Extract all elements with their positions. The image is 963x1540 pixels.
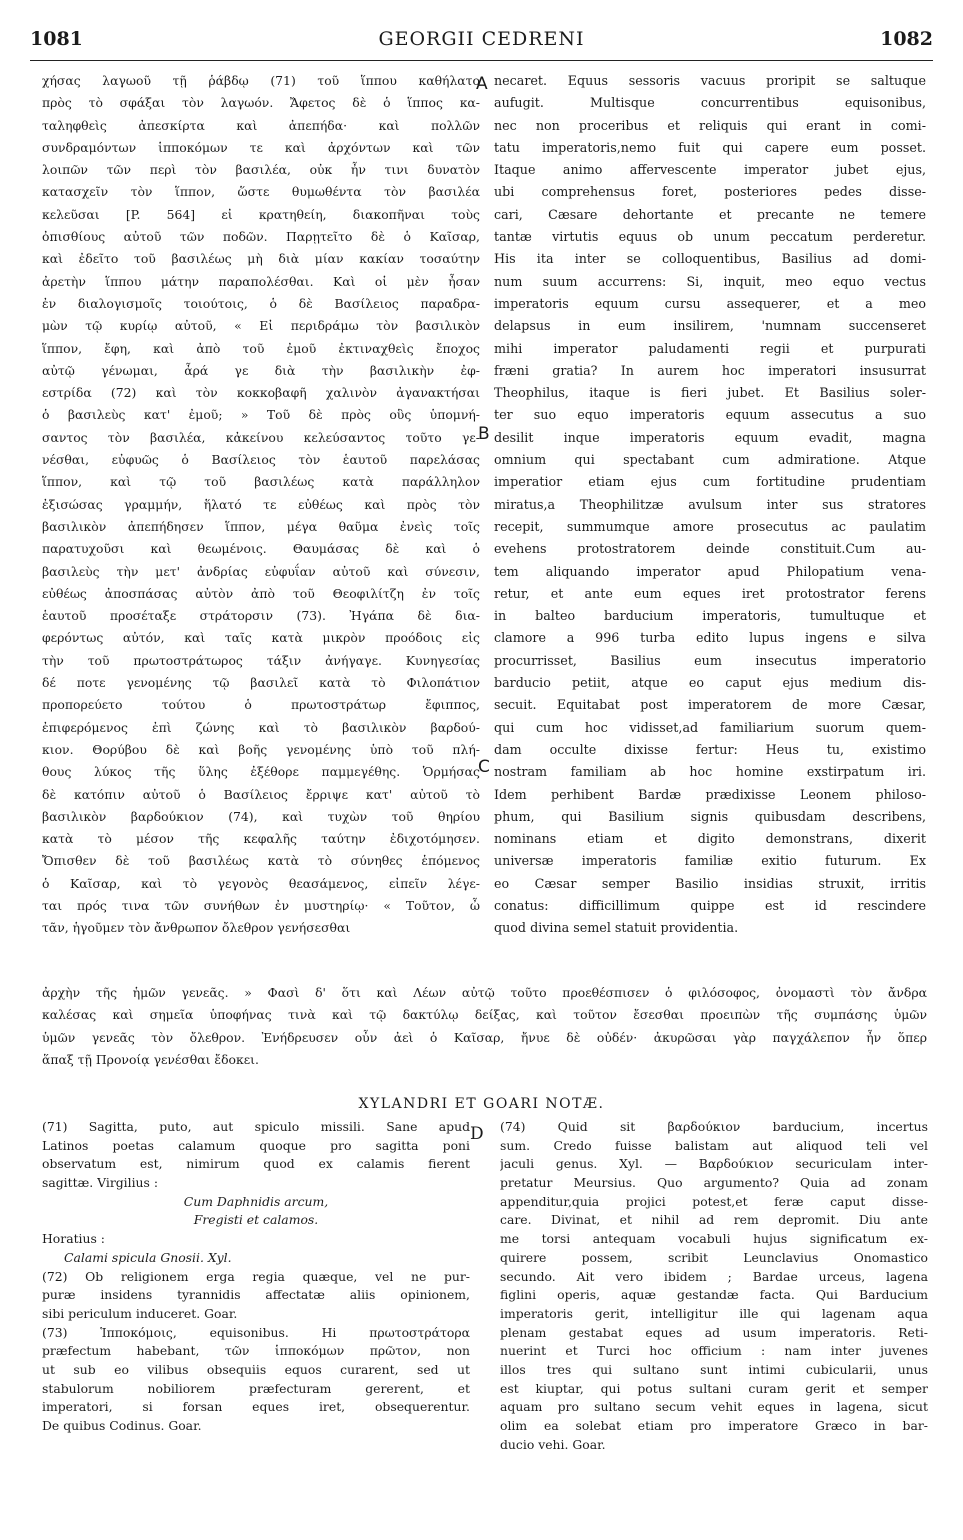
note-line: observatum est, nimirum quod ex calamis fierent <box>42 1156 470 1172</box>
greek-text-line: πρὸς τὸ σφάξαι τὸν λαγωόν. Ἄφετος δὲ ὁ ἵππος κα- <box>42 95 480 111</box>
note-line: est kiuptar, qui potus sultani curam gerit et semper <box>500 1380 928 1396</box>
note-line: figlini operis, aquæ gestandæ facta. Qui Barducium <box>500 1287 928 1303</box>
note-line: ducio vehi. Goar. <box>500 1436 606 1452</box>
greek-text-line: προπορεύετο τούτου ὁ πρωτοστράτωρ ἔφιππος, <box>42 697 480 713</box>
greek-text-line: κατασχεῖν τὸν ἵππον, ὥστε θυμωθέντα τὸν βασιλέα <box>42 184 480 200</box>
greek-text-line: ται πρός τινα τῶν συνήθων ἐν μυστηρίῳ· « Τοῦτον, ὦ <box>42 897 480 913</box>
latin-text-line: num suum accurrens: Si, inquit, meo equo vectus <box>494 273 926 289</box>
note-line: Cum Daphnidis arcum, <box>183 1193 329 1209</box>
note-line: sagittæ. Virgilius : <box>42 1175 159 1191</box>
greek-text-line: αὐτῷ γένωμαι, ἆρά γε διὰ τὴν βασιλικὴν ἐφ- <box>42 362 480 378</box>
note-line: jaculi genus. Xyl. — Βαρδούκιον securiculam inter- <box>500 1156 928 1172</box>
running-title: GEORGII CEDRENI <box>378 28 585 50</box>
latin-text-line: mihi imperator paludamenti regii et purpurati <box>494 340 926 356</box>
greek-text-line: εὐθέως ἀποσπάσας αὐτὸν ἀπὸ τοῦ Θεοφιλίτζη ἐν τοῖς <box>42 585 480 601</box>
greek-text-line: λοιπῶν τῶν περὶ τὸν βασιλέα, οὐκ ἦν τινι δυνατὸν <box>42 162 480 178</box>
note-line: Horatius : <box>42 1231 105 1247</box>
latin-text-line: barducio petiit, atque eo caput ejus medium dis- <box>494 675 926 691</box>
greek-text-line: καὶ ἐδεῖτο τοῦ βασιλέως μὴ διὰ μίαν κακίαν τοσαύτην <box>42 251 480 267</box>
page-header <box>30 28 933 54</box>
greek-text-line: τᾶν, ἡγοῦμεν τὸν ἄνθρωπον ὄλεθρον γενήσεσθαι <box>42 920 351 936</box>
latin-text-line: qui cum hoc vidisset,ad familiarium suorum quem- <box>494 719 926 735</box>
latin-text-line: nominans etiam et digito demonstrans, dixerit <box>494 831 926 847</box>
note-line: (72) Ob religionem erga regia quæque, vel ne pur- <box>42 1268 470 1284</box>
latin-text-line: clamore a 996 turba edito lupus ingens e silva <box>494 630 926 646</box>
latin-text-line: cari, Cæsare dehortante et precante ne temere <box>494 206 926 222</box>
greek-text-line: βασιλικὸν ἀπεπήδησεν ἵππον, μέγα θαῦμα ἐνεὶς τοῖς <box>42 518 480 534</box>
latin-text-line: omnium qui spectabant cum admiratione. Atque <box>494 452 926 468</box>
section-marker-a: A <box>476 74 488 94</box>
greek-text-line: κατὰ τὸ μέσον τῆς κεφαλῆς ταύτην ἐδιχοτόμησεν. <box>42 831 480 847</box>
note-line: me torsi antequam vocabuli hujus significatum ex- <box>500 1231 928 1247</box>
latin-text-line: tatu imperatoris,nemo fuit qui capere eum posset. <box>494 139 926 155</box>
greek-text-line: ὀπισθίους αὐτοῦ τῶν ποδῶν. Παρῃτεῖτο δὲ ὁ Καῖσαρ, <box>42 229 480 245</box>
note-line: pretatur Meursius. Quo argumento? Quia ad zonam <box>500 1175 928 1191</box>
latin-text-line: phum, qui Basilium signis quibusdam describens, <box>494 808 926 824</box>
latin-text-line: quod divina semel statuit providentia. <box>494 920 739 936</box>
greek-text-line: ταληφθεὶς ἀπεσκίρτα καὶ ἀπεπήδα· καὶ πολλῶν <box>42 117 480 133</box>
latin-text-line: necaret. Equus sessoris vacuus proripit se saltuque <box>494 73 926 88</box>
greek-full-line: ἀρχὴν τῆς ἡμῶν γενεᾶς. » Φασὶ δ' ὅτι καὶ Λέων αὐτῷ τοῦτο προεθέσπισεν ὁ φιλόσοφος, ὀνομαστὶ τὸν ἄνδρα <box>42 985 927 1000</box>
latin-text-line: desilit inque imperatoris equum evadit, magna <box>494 429 926 445</box>
latin-text-column <box>494 70 926 940</box>
note-line: plenam gestabat eques ad usum imperatoris. Reti- <box>500 1324 928 1340</box>
latin-text-line: eo Cæsar semper Basilio insidias struxit, irritis <box>494 875 926 891</box>
latin-text-line: fræni gratia? In aurem hoc imperatori insusurrat <box>494 362 926 378</box>
greek-text-line: ἐξισώσας γραμμήν, ἥλατό τε εὐθέως καὶ πρὸς τὸν <box>42 496 480 512</box>
notes-right-column <box>500 1118 928 1454</box>
note-line: Calami spicula Gnosii. Xyl. <box>64 1249 232 1265</box>
latin-text-line: miratus,a Theophilitzæ avulsum inter sus stratores <box>494 496 926 512</box>
greek-text-line: παρατυχοῦσι καὶ θεωμένοις. Θαυμάσας δὲ καὶ ὁ <box>42 541 480 557</box>
latin-text-line: tem aliquando imperator apud Philopatium vena- <box>494 563 926 579</box>
latin-text-line: ter suo equo imperatoris equum assecutus a suo <box>494 407 926 423</box>
latin-text-line: in balteo barducium imperatoris, tumultuque et <box>494 608 926 624</box>
greek-text-line: βασιλεὺς τὴν μετ' ἀνδρίας εὐφυΐαν αὐτοῦ καὶ σύνεσιν, <box>42 563 480 579</box>
greek-text-line: κελεῦσαι [P. 564] εἰ κρατηθείη, διακοπῆναι τοὺς <box>42 206 480 222</box>
notes-title: XYLANDRI ET GOARI NOTÆ. <box>358 1096 605 1112</box>
latin-text-line: tantæ virtutis equus ob unum peccatum perderetur. <box>494 229 926 245</box>
greek-full-line: καλέσας καὶ σημεῖα ὑποφήνας τινὰ καὶ τῷ δακτύλῳ δείξας, καὶ τοῦτον ἔσεσθαι προειπὼν τῆς συμπάσης ὑμῶν <box>42 1007 927 1023</box>
greek-text-line: ἀρετὴν ἵππου μάτην παραπολέσθαι. Καὶ οἱ μὲν ἦσαν <box>42 273 480 289</box>
greek-text-line: τὴν τοῦ πρωτοστράτωρος τάξιν ἀνήγαγε. Κυνηγεσίας <box>42 652 480 668</box>
greek-text-line: Ὄπισθεν δὲ τοῦ βασιλέως κατὰ τὸ σύνηθες ἑπόμενος <box>42 853 480 869</box>
section-marker-b: B <box>478 424 490 444</box>
note-line: (74) Quid sit βαρδούκιον barducium, incertus <box>500 1119 928 1134</box>
latin-text-line: Itaque animo affervescente imperator jubet ejus, <box>494 162 926 178</box>
note-line: sum. Credo fuisse balistam aut aliquod teli vel <box>500 1137 928 1153</box>
greek-text-line: ἵππον, ἔφη, καὶ ἀπὸ τοῦ ἐμοῦ ἐκτιναχθεὶς ἔποχος <box>42 340 480 356</box>
greek-text-line: σαντος τὸν βασιλέα, κἀκείνου κελεύσαντος τοῦτο γε- <box>42 429 480 445</box>
latin-text-line: retur, et ante eum eques iret protostrator ferens <box>494 585 926 601</box>
greek-text-line: ὁ Καῖσαρ, καὶ τὸ γεγονὸς θεασάμενος, εἰπεῖν λέγε- <box>42 875 480 891</box>
greek-text-line: κιον. Θορύβου δὲ καὶ βοῆς γενομένης ὑπὸ τοῦ πλή- <box>42 741 480 757</box>
greek-text-line: ἵππον, καὶ τῷ τοῦ βασιλέως κατὰ παράλληλον <box>42 474 480 490</box>
latin-text-line: ubi comprehensus foret, posteriores pedes disse- <box>494 184 926 200</box>
latin-text-line: conatus: difficillimum quippe est id rescindere <box>494 897 926 913</box>
note-line: stabulorum nobiliorem præfecturam gererent, et <box>42 1380 470 1396</box>
latin-text-line: imperatoris equum cursu assequerer, et a meo <box>494 295 926 311</box>
greek-text-column <box>42 70 480 940</box>
latin-text-line: secuit. Equitabat post imperatorem de more Cæsar, <box>494 697 926 713</box>
greek-text-line: θους λύκος τῆς ὕλης ἐξέθορε παμμεγέθης. Ὁρμήσας <box>42 764 480 780</box>
greek-full-line: ἅπαξ τῇ Προνοίᾳ γενέσθαι ἔδοκει. <box>42 1051 259 1067</box>
latin-text-line: recepit, summumque amore prosecutus ac paulatim <box>494 518 926 534</box>
right-page-number: 1082 <box>880 28 933 50</box>
note-line: nuerint et Turci hoc officium : nam inter juvenes <box>500 1343 928 1359</box>
section-marker-c: C <box>478 757 490 777</box>
note-line: quirere possem, scribit Leunclavius Onomastico <box>500 1249 928 1265</box>
note-line: (71) Sagitta, puto, aut spiculo missili. Sane apud <box>42 1119 470 1134</box>
note-line: præfectum habebant, τῶν ἱπποκόμων πρῶτον, non <box>42 1343 470 1359</box>
latin-text-line: dam occulte dixisse fertur: Heus tu, existimo <box>494 741 926 757</box>
greek-text-line: ἐπιφερόμενος ἐπὶ ζώνης καὶ τὸ βασιλικὸν βαρδού- <box>42 719 480 735</box>
left-page-number: 1081 <box>30 28 83 50</box>
note-line: De quibus Codinus. Goar. <box>42 1418 202 1433</box>
note-line: sibi periculum induceret. Goar. <box>42 1305 238 1321</box>
note-line: olim ea solebat etiam pro imperatore Græco in bar- <box>500 1418 928 1433</box>
note-line: ut sub eo vilibus obsequiis equos curarent, sed ut <box>42 1361 470 1377</box>
greek-text-line: χήσας λαγωοῦ τῇ ῥάβδῳ (71) τοῦ ἵππου καθήλατο <box>42 73 480 88</box>
note-line: secundo. Ait vero ibidem ; Bardae urceus, lagena <box>500 1268 928 1284</box>
greek-text-line: φερόντως αὐτόν, καὶ ταῖς κατὰ μικρὸν προόδοις εἰς <box>42 630 480 646</box>
greek-text-line: συνδραμόντων ἱπποκόμων τε καὶ ἀρχόντων καὶ τῶν <box>42 139 480 155</box>
latin-text-line: nostram familiam ab hoc homine exstirpatum iri. <box>494 764 926 780</box>
latin-text-line: evehens protostratorem deinde constituit.Cum au- <box>494 541 926 557</box>
greek-text-line: βασιλικὸν βαρδούκιον (74), καὶ τυχὼν τοῦ θηρίου <box>42 808 480 824</box>
note-line: Fregisti et calamos. <box>193 1212 319 1228</box>
note-line: Latinos poetas calamum quoque pro sagitta poni <box>42 1137 470 1153</box>
note-line: illos tres qui sultano sunt intimi cubicularii, unus <box>500 1361 928 1377</box>
latin-text-line: His ita inter se colloquentibus, Basilius ad domi- <box>494 251 926 267</box>
greek-full-width-continuation <box>42 982 927 1071</box>
greek-text-line: μὼν τῷ κυρίῳ αὐτοῦ, « Εἰ περιδράμω τὸν βασιλικὸν <box>42 318 480 334</box>
header-rule <box>30 60 933 61</box>
latin-text-line: imperatior etiam ejus cum fortitudine prudentiam <box>494 474 926 490</box>
latin-text-line: Theophilus, itaque is fieri jubet. Et Basilius soler- <box>494 385 926 401</box>
latin-text-line: universæ imperatoris familiæ exitio futurum. Ex <box>494 853 926 869</box>
latin-text-line: delapsus in eum insilirem, 'numnam succenseret <box>494 318 926 334</box>
note-line: (73) Ἱπποκόμοις, equisonibus. Hi πρωτοστράτορα <box>42 1324 470 1340</box>
greek-text-line: ἑαυτοῦ προσέταξε στράτορσιν (73). Ἠγάπα δὲ δια- <box>42 608 480 624</box>
greek-text-line: δέ ποτε γενομένης τῷ βασιλεῖ κατὰ τὸ Φιλοπάτιον <box>42 675 480 691</box>
greek-text-line: ἐν διαλογισμοῖς τοιούτοις, ὁ δὲ Βασίλειος παραδρα- <box>42 295 480 311</box>
latin-text-line: aufugit. Multisque concurrentibus equisonibus, <box>494 95 926 111</box>
note-line: puræ insidens tyrannidis affectatæ aliis opinionem, <box>42 1287 470 1303</box>
greek-text-line: ὁ βασιλεὺς κατ' ἐμοῦ; » Τοῦ δὲ πρὸς οὓς ὑπομνή- <box>42 407 480 423</box>
note-line: care. Divinat, et nihil ad rem depromit. Diu ante <box>500 1212 928 1228</box>
greek-full-line: ὑμῶν γενεᾶς τὸν ὄλεθρον. Ἐνήδρευσεν οὖν ἀεὶ ὁ Καῖσαρ, ἤνυε δὲ οὐδέν· ἀκυρῶσαι γὰρ παγχάλεπον ἦν ὅπερ <box>42 1029 927 1045</box>
notes-left-column <box>42 1118 470 1436</box>
greek-text-line: νέσθαι, εὐφυῶς ὁ Βασίλειος τὸν ἑαυτοῦ παρελάσας <box>42 452 480 468</box>
latin-text-line: procurrisset, Basilius eum insecutus imperatorio <box>494 652 926 668</box>
greek-text-line: εστρίδα (72) καὶ τὸν κοκκοβαφῆ χαλινὸν ἀγανακτήσαι <box>42 385 480 401</box>
latin-text-line: Idem perhibent Bardæ prædixisse Leonem philoso- <box>494 786 926 802</box>
note-line: imperatoris gerit, intelligitur ille qui lagenam aqua <box>500 1305 928 1321</box>
greek-text-line: δὲ κατόπιν αὐτοῦ ὁ Βασίλειος ἔρριψε κατ' αὐτοῦ τὸ <box>42 786 480 802</box>
note-line: imperatori, si forsan eques iret, obsequerentur. <box>42 1399 470 1415</box>
note-line: aquam pro sultano secum vehit eques in lagena, sicut <box>500 1399 928 1415</box>
latin-text-line: nec non proceribus et reliquis qui erant in comi- <box>494 117 926 133</box>
section-marker-d: D <box>470 1124 484 1144</box>
note-line: appenditur,quia projici potest,et feræ caput disse- <box>500 1193 928 1209</box>
